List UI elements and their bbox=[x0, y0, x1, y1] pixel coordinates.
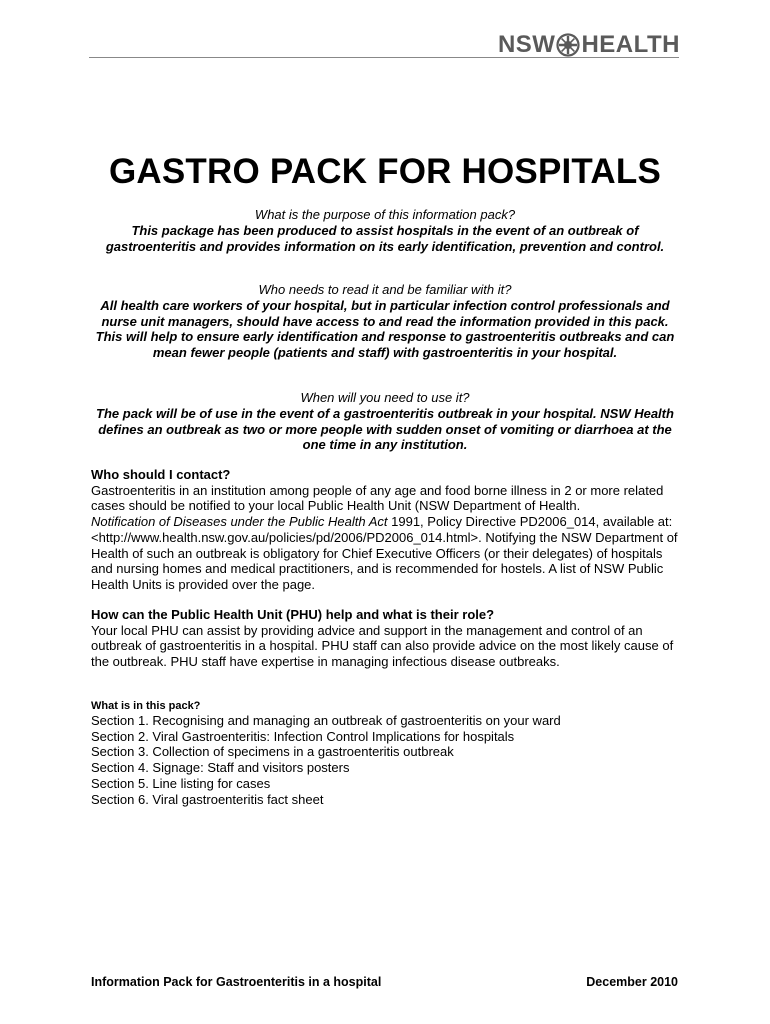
phu-section bbox=[91, 607, 683, 670]
list-item: Section 6. Viral gastroenteritis fact sheet bbox=[91, 791, 324, 807]
phu-paragraph: Your local PHU can assist by providing advice and support in the management and control of an outbreak of gastroenteritis in a hospital. PHU staff can also provide advice on the most likely cause of the outbreak. PHU staff have expertise in managing infectious disease outbreaks. bbox=[91, 622, 674, 670]
list-item: Section 4. Signage: Staff and visitors posters bbox=[91, 760, 350, 776]
audience-question: Who needs to read it and be familiar with it? bbox=[258, 282, 512, 297]
timing-block bbox=[88, 390, 682, 453]
list-item: Section 3. Collection of specimens in a gastroenteritis outbreak bbox=[91, 744, 454, 760]
list-item: Section 1. Recognising and managing an outbreak of gastroenteritis on your ward bbox=[91, 713, 561, 728]
list-item: Section 2. Viral Gastroenteritis: Infection Control Implications for hospitals bbox=[91, 728, 515, 744]
nsw-health-logo bbox=[498, 32, 680, 58]
phu-heading: How can the Public Health Unit (PHU) help and what is their role? bbox=[91, 607, 495, 622]
purpose-answer: This package has been produced to assist hospitals in the event of an outbreak of gastroenteritis and provides information on its early identification, prevention and control. bbox=[105, 222, 665, 254]
logo-text-nsw: NSW bbox=[497, 31, 556, 58]
logo-text-health: HEALTH bbox=[581, 31, 680, 58]
audience-answer: All health care workers of your hospital, but in particular infection control professionals and nurse unit managers, should have access to and read the information provided in this pack. This will help to ensure early identification and response to gastroenteritis outbreaks and can mean fewer people (patients and staff) with gastroenteritis in your hospital. bbox=[95, 297, 675, 361]
footer-document-title: Information Pack for Gastroenteritis in a hospital bbox=[91, 975, 382, 989]
contact-heading: Who should I contact? bbox=[91, 467, 231, 482]
contents-heading: What is in this pack? bbox=[91, 700, 201, 712]
header-divider bbox=[89, 57, 679, 58]
purpose-question: What is the purpose of this information pack? bbox=[254, 207, 516, 222]
waratah-logo-icon bbox=[556, 33, 580, 57]
contact-paragraph bbox=[91, 483, 683, 593]
footer-date: December 2010 bbox=[586, 975, 678, 989]
list-item: Section 5. Line listing for cases bbox=[91, 775, 271, 791]
contact-text-1: Gastroenteritis in an institution among people of any age and food borne illness in 2 or more related cases should be notified to your local Public Health Unit (NSW Department of Health. bbox=[91, 482, 664, 514]
audience-block bbox=[88, 282, 682, 361]
contact-act-title: Notification of Diseases under the Public Health Act bbox=[91, 514, 388, 530]
contact-text-2: 1991, Policy Directive PD2006_014, available at: <http://www.health.nsw.gov.au/policies/pd/2006/PD2006_014.html>. Notifying the NSW Department of Health of such an outbreak is obligatory for Chief Executive Officers (or their delegates) of hospitals and nursing homes and medical practitioners, and is recommended for hostels. A list of NSW Public Health Units is provided over the page. bbox=[91, 514, 678, 592]
page-title: GASTRO PACK FOR HOSPITALS bbox=[108, 152, 662, 191]
timing-question: When will you need to use it? bbox=[300, 390, 470, 405]
contents-section bbox=[91, 699, 683, 807]
contact-section bbox=[91, 467, 683, 593]
purpose-block bbox=[88, 207, 682, 254]
timing-answer: The pack will be of use in the event of a gastroenteritis outbreak in your hospital. NSW Health defines an outbreak as two or more people with sudden onset of vomiting or diarrhoea at the one time in any institution. bbox=[96, 405, 674, 453]
